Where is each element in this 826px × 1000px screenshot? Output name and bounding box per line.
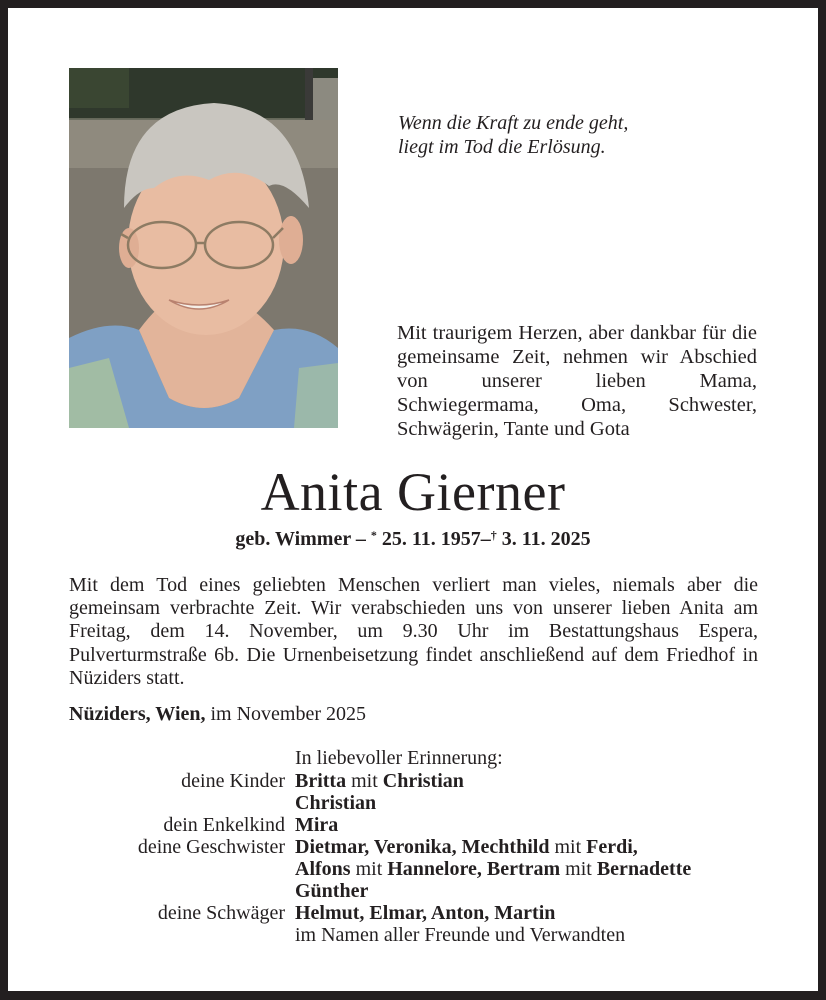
funeral-details: Mit dem Tod eines geliebten Menschen verliert man vieles, niemals aber die gemeinsam verbrachte Zeit. Wir verabschieden uns von unserer lieben Anita am Freitag, dem 14. November, um 9.30 Uhr im Bestattungshaus Espera, Pulverturmstraße 6b. Die Urnenbeisetzung findet anschließend auf dem Friedhof in Nüziders statt. (69, 574, 758, 689)
place-date (69, 702, 366, 726)
portrait-photo (69, 68, 338, 428)
family-names (295, 858, 818, 880)
family-row (8, 770, 818, 792)
connector-text: mit (549, 836, 587, 858)
family-row (8, 836, 818, 858)
family-list (8, 770, 818, 946)
portrait-image (69, 68, 338, 428)
family-names (295, 902, 818, 924)
separator: – (480, 528, 491, 550)
family-member-name: Dietmar, Veronika, Mechthild (295, 836, 550, 858)
family-names (295, 880, 818, 902)
birth-symbol: * (370, 528, 377, 542)
memory-heading: In liebevoller Erinnerung: (295, 747, 503, 769)
family-row (8, 880, 818, 902)
family-row (8, 792, 818, 814)
family-member-name: Alfons (295, 858, 351, 880)
connector-text: mit (350, 858, 388, 880)
obituary-page (8, 8, 818, 991)
maiden-name: geb. Wimmer (235, 528, 351, 550)
family-member-name: Ferdi, (586, 836, 638, 858)
family-member-name: Christian (295, 792, 377, 814)
quote-line-1: Wenn die Kraft zu ende geht, (398, 112, 629, 134)
family-relation-label: deine Geschwister (137, 836, 285, 858)
life-dates (8, 522, 818, 552)
family-member-name: Bernadette (596, 858, 692, 880)
family-relation-label (8, 880, 295, 902)
separator: – (355, 528, 366, 550)
family-member-name: Helmut, Elmar, Anton, Martin (295, 902, 556, 924)
connector-text: im Namen aller Freunde und Verwandten (295, 924, 626, 946)
family-member-name: Mira (295, 814, 339, 836)
family-relation-label (8, 792, 295, 814)
family-names (295, 836, 818, 858)
family-relation-label: dein Enkelkind (163, 814, 285, 836)
family-relation-label: deine Kinder (181, 770, 285, 792)
family-member-name: Hannelore, Bertram (387, 858, 561, 880)
death-date: 3. 11. 2025 (501, 528, 591, 550)
family-relation-label (8, 924, 295, 946)
family-names (295, 770, 818, 792)
family-relation-label (8, 858, 295, 880)
deceased-name: Anita Gierner (260, 462, 566, 522)
quote-line-2: liegt im Tod die Erlösung. (398, 136, 606, 158)
family-row (8, 858, 818, 880)
family-relation-label: deine Schwäger (157, 902, 285, 924)
family-names (295, 924, 818, 946)
family-member-name: Christian (382, 770, 464, 792)
family-row (8, 924, 818, 946)
family-names (295, 792, 818, 814)
places: Nüziders, Wien, (69, 703, 206, 725)
family-row (8, 814, 818, 836)
family-names (295, 814, 818, 836)
connector-text: mit (346, 770, 383, 792)
family-member-name: Günther (295, 880, 369, 902)
connector-text: mit (560, 858, 597, 880)
family-member-name: Britta (295, 770, 347, 792)
birth-date: 25. 11. 1957 (381, 528, 481, 550)
date: im November 2025 (210, 703, 367, 725)
family-row (8, 902, 818, 924)
intro-text: Mit traurigem Herzen, aber dankbar für die gemeinsame Zeit, nehmen wir Abschied von unserer lieben Mama, Schwiegermama, Oma, Schwester, Schwägerin, Tante und Gota (397, 322, 757, 440)
death-symbol: † (490, 528, 497, 542)
quote (398, 111, 628, 159)
